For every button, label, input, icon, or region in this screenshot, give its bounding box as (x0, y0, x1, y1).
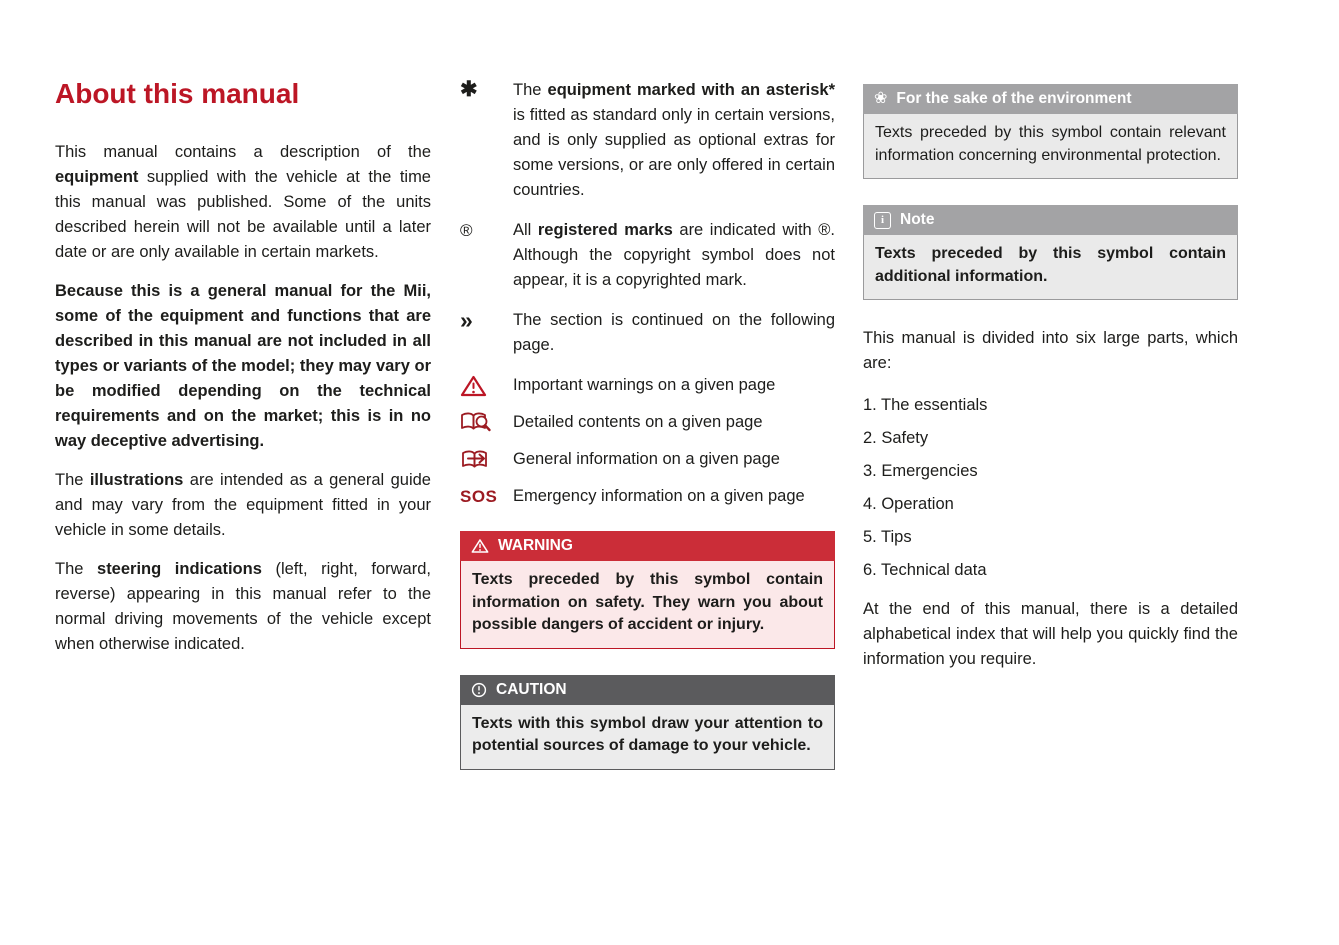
paragraph-illustrations: The illustrations are intended as a general guide and may vary from the equipment fitted in your vehicle in some details. (55, 471, 431, 539)
caution-circle-icon (471, 682, 487, 698)
left-column (55, 78, 431, 671)
warning-box-header (460, 531, 835, 561)
book-magnifier-icon (460, 410, 513, 434)
part-item-essentials: 1. The essentials (863, 396, 988, 414)
paragraph-general-manual: Because this is a general manual for the Mii, some of the equipment and functions that are described in this manual are not included in all types or variants of the model; they may vary or be modified depending on the technical requirements and on the market; this is in no way deceptive advertising. (55, 282, 431, 450)
warning-triangle-icon (471, 538, 489, 554)
continuation-chevrons-icon: » (460, 307, 471, 333)
environment-box-body: Texts preceded by this symbol contain relevant information concerning environmental protection. (863, 114, 1238, 179)
legend-text: All registered marks are indicated with ®. Although the copyright symbol does not appear, it is a copyrighted mark. (513, 221, 835, 289)
legend-text: Emergency information on a given page (513, 487, 805, 505)
caution-box-header (460, 675, 835, 705)
part-item-emergencies: 3. Emergencies (863, 462, 978, 480)
legend-row-asterisk (460, 78, 835, 203)
middle-column (460, 78, 835, 796)
book-arrow-icon (460, 447, 513, 471)
environment-box-header (863, 84, 1238, 114)
warning-box (460, 531, 835, 649)
legend-row-continued (460, 308, 835, 358)
caution-box-title: CAUTION (496, 680, 567, 698)
part-item-technical-data: 6. Technical data (863, 561, 987, 579)
caution-box-body: Texts with this symbol draw your attention to potential sources of damage to your vehicle. (460, 705, 835, 770)
environment-box (863, 84, 1238, 179)
legend-row-registered (460, 218, 835, 293)
legend-row-sos (460, 484, 835, 509)
middle-boxes (460, 531, 835, 770)
legend-row-warning (460, 373, 835, 398)
warning-box-title: WARNING (498, 537, 573, 554)
page-title: About this manual (55, 78, 300, 109)
parts-list (863, 394, 1238, 581)
environment-box-title: For the sake of the environment (896, 90, 1132, 107)
sos-icon: SOS (460, 487, 498, 506)
legend-text: Detailed contents on a given page (513, 413, 763, 431)
note-box-title: Note (900, 211, 935, 228)
legend-text: General information on a given page (513, 450, 780, 468)
caution-box (460, 675, 835, 770)
note-box (863, 205, 1238, 300)
parts-intro: This manual is divided into six large parts, which are: (863, 329, 1238, 372)
info-icon: i (874, 212, 891, 229)
warning-triangle-icon (460, 373, 513, 398)
flower-icon: ❀ (874, 90, 888, 107)
legend-row-general-info (460, 447, 835, 472)
asterisk-icon: ✱ (460, 78, 478, 101)
legend-row-detailed-contents (460, 410, 835, 435)
legend-text: The equipment marked with an asterisk* is fitted as standard only in certain versions, and is only supplied as optional extras for some versions, or are only offered in certain countries. (513, 81, 835, 199)
note-box-body: Texts preceded by this symbol contain additional information. (863, 235, 1238, 300)
part-item-operation: 4. Operation (863, 495, 954, 513)
note-box-header (863, 205, 1238, 235)
legend-text: Important warnings on a given page (513, 376, 776, 394)
part-item-safety: 2. Safety (863, 429, 929, 447)
right-column (863, 84, 1238, 686)
legend-text: The section is continued on the following page. (513, 311, 835, 354)
warning-box-body: Texts preceded by this symbol contain information on safety. They warn you about possible dangers of accident or injury. (460, 561, 835, 649)
index-outro: At the end of this manual, there is a detailed alphabetical index that will help you quickly find the information you require. (863, 600, 1238, 668)
paragraph-steering: The steering indications (left, right, forward, reverse) appearing in this manual refer to the normal driving movements of the vehicle except when otherwise indicated. (55, 560, 431, 653)
part-item-tips: 5. Tips (863, 528, 912, 546)
paragraph-equipment: This manual contains a description of the equipment supplied with the vehicle at the time this manual was published. Some of the units described herein will not be available until a later date or are only available in certain markets. (55, 143, 431, 261)
registered-mark-icon: ® (460, 221, 473, 240)
